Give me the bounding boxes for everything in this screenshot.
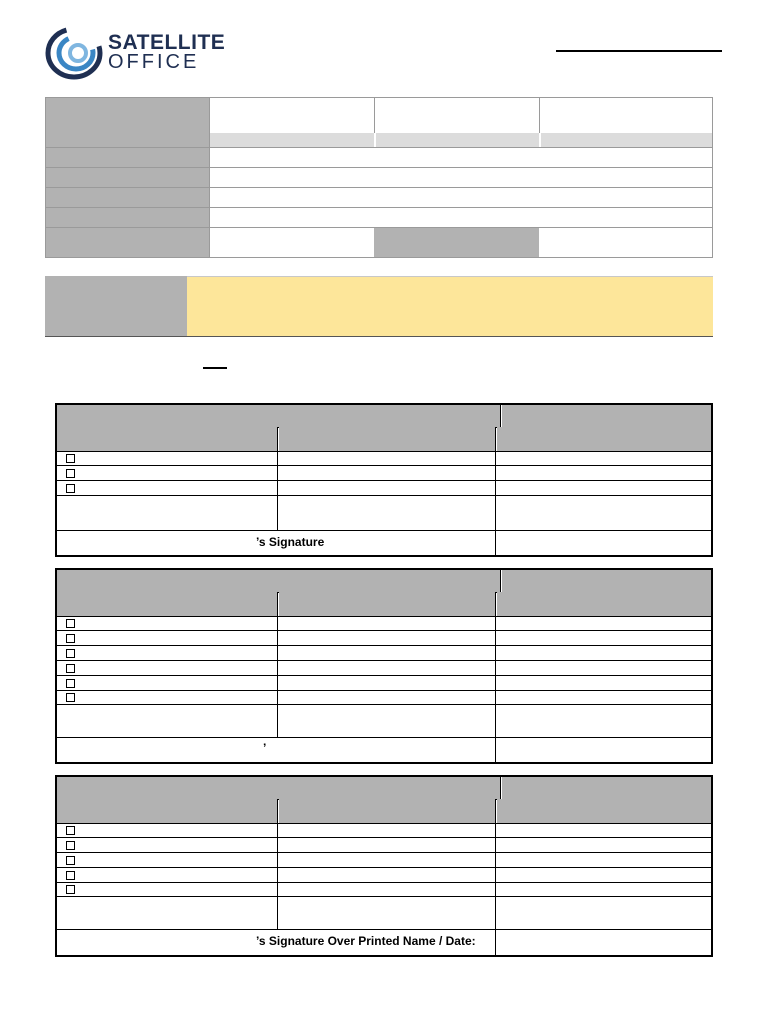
checkbox[interactable] [66,841,75,850]
divider [277,592,278,737]
divider [374,98,375,133]
divider [57,645,711,646]
label-cell [46,188,209,207]
divider [539,133,541,147]
column-header [57,799,277,823]
signature-label: ’ [263,741,267,755]
header-info-table [45,97,713,258]
approval-section-1 [55,403,713,557]
checkbox[interactable] [66,454,75,463]
divider [57,896,711,897]
divider [57,616,711,617]
column-header [279,592,495,616]
column-header [497,592,711,616]
highlight-block [45,276,713,337]
column-header [497,427,711,451]
checkbox[interactable] [66,679,75,688]
checkbox[interactable] [66,826,75,835]
checkbox[interactable] [66,469,75,478]
section-header [57,777,500,800]
divider [500,405,501,427]
divider [57,929,711,930]
divider [57,451,711,452]
divider [209,148,210,257]
divider [57,630,711,631]
divider [57,852,711,853]
checkbox[interactable] [66,885,75,894]
divider [57,823,711,824]
column-header [57,427,277,451]
checkbox[interactable] [66,484,75,493]
divider [500,777,501,799]
divider [57,660,711,661]
checkbox[interactable] [66,649,75,658]
divider [57,704,711,705]
divider [57,675,711,676]
divider [57,690,711,691]
divider [57,882,711,883]
checkbox[interactable] [66,871,75,880]
section-header [57,570,500,593]
label-cell [46,168,209,187]
checkbox[interactable] [66,693,75,702]
column-header [57,592,277,616]
divider [57,530,711,531]
section-header [502,777,711,800]
divider [57,837,711,838]
divider [57,737,711,738]
signature-label: ’s Signature [256,535,325,549]
label-cell [46,148,209,167]
logo-text-satellite: SATELLITE [108,31,226,54]
signature-label: ’s Signature Over Printed Name / Date: [256,934,476,948]
divider [539,98,540,133]
divider [500,570,501,592]
divider [374,133,376,147]
approval-section-2 [55,568,713,764]
label-cell [45,276,187,336]
divider [277,427,278,530]
label-cell [46,208,209,227]
checkbox[interactable] [66,856,75,865]
divider [57,867,711,868]
divider [495,592,496,762]
section-header [502,405,711,428]
highlight-field [187,276,713,336]
label-cell [46,228,209,257]
satellite-office-logo-icon [44,26,104,80]
subheader-strip [210,133,712,147]
column-header [279,799,495,823]
underline-mark [203,367,227,369]
divider [57,465,711,466]
checkbox[interactable] [66,619,75,628]
checkbox[interactable] [66,664,75,673]
label-cell [374,228,539,257]
divider [57,480,711,481]
divider [495,427,496,555]
divider [277,799,278,929]
label-cell [46,98,209,147]
section-header [57,405,500,428]
divider [495,799,496,955]
document-number-line [556,50,722,52]
checkbox[interactable] [66,634,75,643]
divider [57,495,711,496]
section-header [502,570,711,593]
logo-text-office: OFFICE [108,51,200,73]
column-header [279,427,495,451]
column-header [497,799,711,823]
approval-section-3 [55,775,713,957]
